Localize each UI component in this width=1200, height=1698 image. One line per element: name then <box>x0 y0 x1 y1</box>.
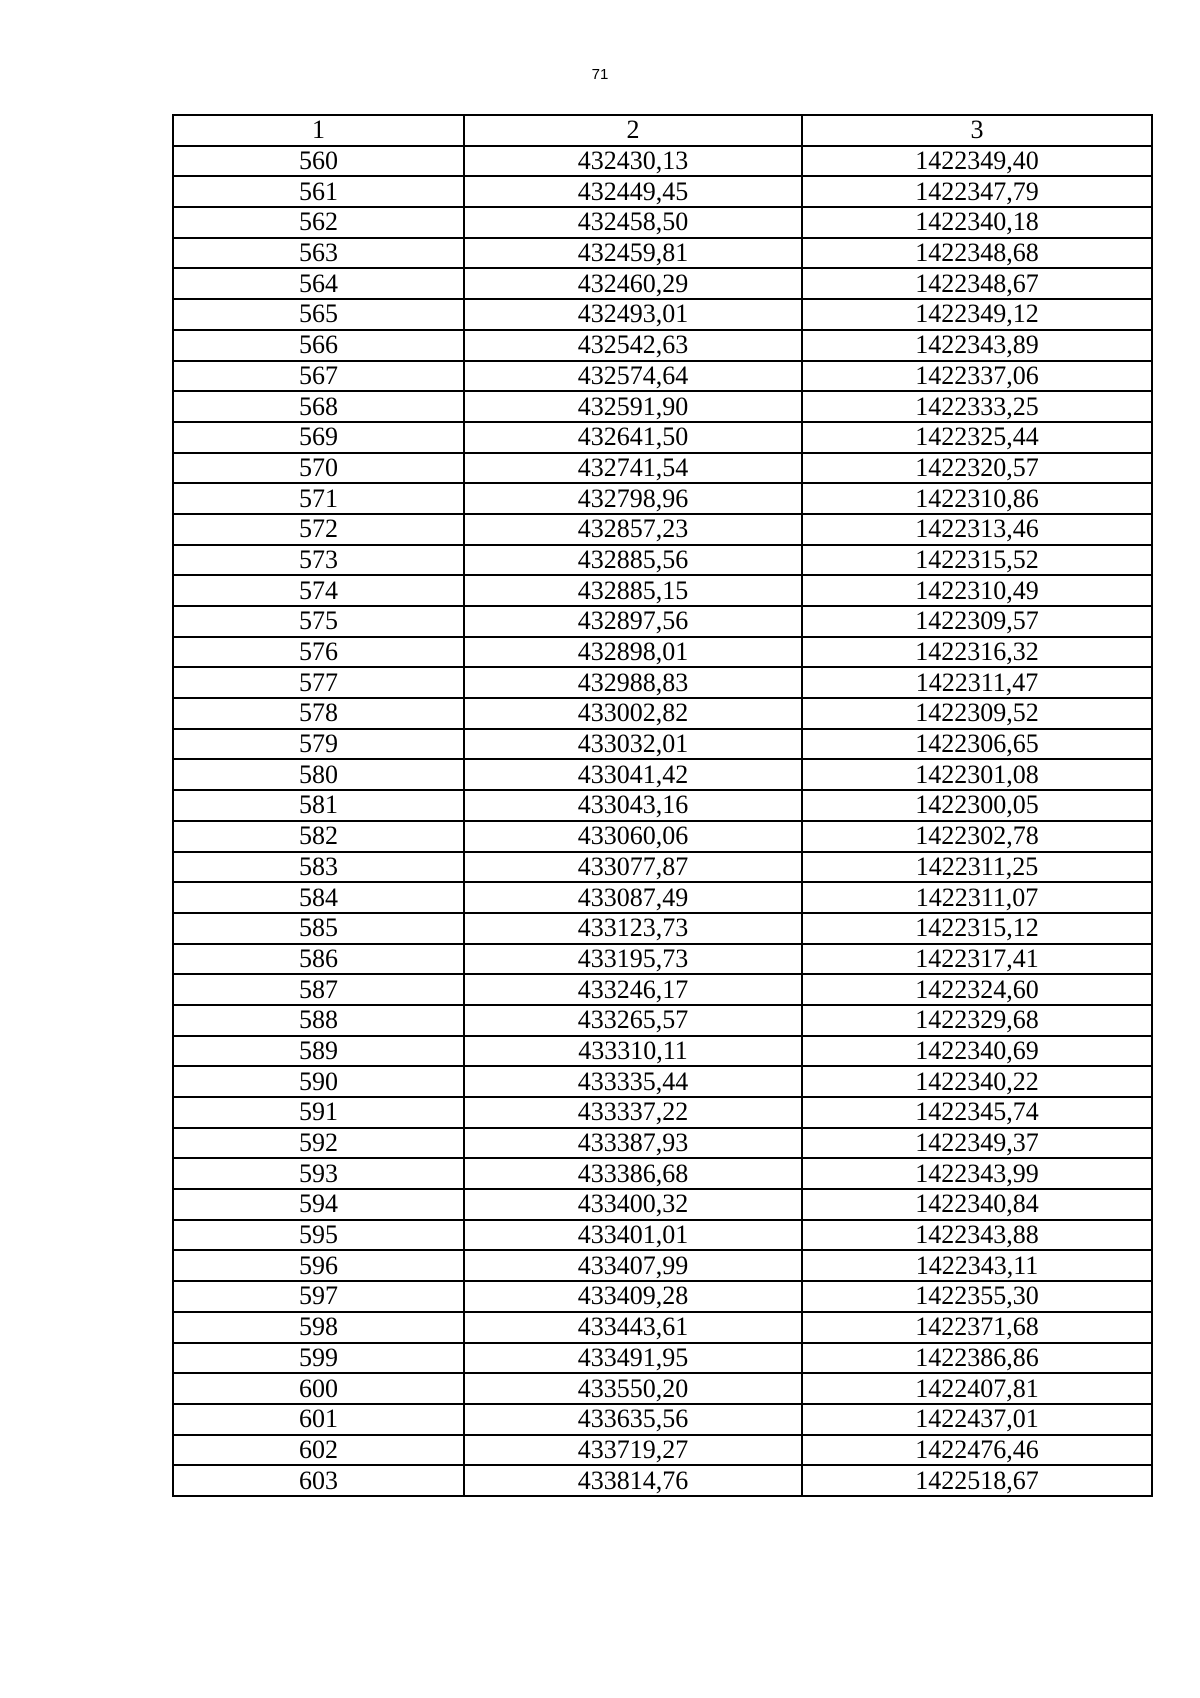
table-cell: 432542,63 <box>464 330 802 361</box>
table-cell: 433443,61 <box>464 1312 802 1343</box>
table-cell: 578 <box>173 698 464 729</box>
table-cell: 433195,73 <box>464 944 802 975</box>
table-cell: 1422476,46 <box>802 1435 1152 1466</box>
table-cell: 1422329,68 <box>802 1005 1152 1036</box>
table-cell: 1422386,86 <box>802 1343 1152 1374</box>
table-cell: 574 <box>173 575 464 606</box>
table-cell: 572 <box>173 514 464 545</box>
table-row <box>173 882 1152 913</box>
table-row <box>173 852 1152 883</box>
table-cell: 595 <box>173 1220 464 1251</box>
table-cell: 433087,49 <box>464 882 802 913</box>
table-cell: 564 <box>173 268 464 299</box>
table-cell: 433635,56 <box>464 1404 802 1435</box>
table-cell: 1422371,68 <box>802 1312 1152 1343</box>
table-cell: 432898,01 <box>464 637 802 668</box>
table-cell: 579 <box>173 729 464 760</box>
table-row <box>173 698 1152 729</box>
table-cell: 599 <box>173 1343 464 1374</box>
table-row <box>173 268 1152 299</box>
table-cell: 596 <box>173 1250 464 1281</box>
table-row <box>173 637 1152 668</box>
table-cell: 581 <box>173 790 464 821</box>
table-cell: 591 <box>173 1097 464 1128</box>
table-cell: 433246,17 <box>464 974 802 1005</box>
table-cell: 576 <box>173 637 464 668</box>
table-cell: 568 <box>173 391 464 422</box>
table-cell: 1422349,40 <box>802 146 1152 177</box>
table-cell: 1422348,68 <box>802 238 1152 269</box>
table-cell: 432574,64 <box>464 361 802 392</box>
table-cell: 565 <box>173 299 464 330</box>
table-cell: 433310,11 <box>464 1036 802 1067</box>
table-row <box>173 821 1152 852</box>
table-cell: 1422320,57 <box>802 453 1152 484</box>
table-cell: 562 <box>173 207 464 238</box>
table-cell: 433719,27 <box>464 1435 802 1466</box>
table-cell: 1422343,88 <box>802 1220 1152 1251</box>
table-cell: 575 <box>173 606 464 637</box>
table-cell: 432430,13 <box>464 146 802 177</box>
table-cell: 432897,56 <box>464 606 802 637</box>
table-cell: 1422310,49 <box>802 575 1152 606</box>
table-cell: 432449,45 <box>464 176 802 207</box>
table-body <box>173 146 1152 1496</box>
table-cell: 1422343,11 <box>802 1250 1152 1281</box>
table-cell: 432458,50 <box>464 207 802 238</box>
table-row <box>173 483 1152 514</box>
table-cell: 585 <box>173 913 464 944</box>
table-cell: 1422309,52 <box>802 698 1152 729</box>
table-cell: 569 <box>173 422 464 453</box>
table-cell: 1422306,65 <box>802 729 1152 760</box>
table-cell: 570 <box>173 453 464 484</box>
table-cell: 1422518,67 <box>802 1465 1152 1496</box>
table-cell: 432885,15 <box>464 575 802 606</box>
table-row <box>173 207 1152 238</box>
table-cell: 1422340,69 <box>802 1036 1152 1067</box>
table-header-row <box>173 115 1152 146</box>
table-cell: 584 <box>173 882 464 913</box>
table-cell: 432460,29 <box>464 268 802 299</box>
table-cell: 432591,90 <box>464 391 802 422</box>
table-cell: 433550,20 <box>464 1373 802 1404</box>
table-cell: 1422349,37 <box>802 1128 1152 1159</box>
table-row <box>173 1036 1152 1067</box>
table-row <box>173 1158 1152 1189</box>
table-cell: 590 <box>173 1066 464 1097</box>
table-row <box>173 391 1152 422</box>
table-cell: 433386,68 <box>464 1158 802 1189</box>
table-cell: 1422347,79 <box>802 176 1152 207</box>
table-cell: 433041,42 <box>464 759 802 790</box>
table-cell: 432641,50 <box>464 422 802 453</box>
table-cell: 602 <box>173 1435 464 1466</box>
table-cell: 433060,06 <box>464 821 802 852</box>
table-row <box>173 545 1152 576</box>
table-cell: 1422340,22 <box>802 1066 1152 1097</box>
table-cell: 433077,87 <box>464 852 802 883</box>
table-cell: 1422316,32 <box>802 637 1152 668</box>
table-row <box>173 667 1152 698</box>
table-row <box>173 176 1152 207</box>
table-cell: 563 <box>173 238 464 269</box>
table-cell: 1422309,57 <box>802 606 1152 637</box>
table-cell: 583 <box>173 852 464 883</box>
table-cell: 603 <box>173 1465 464 1496</box>
table-cell: 1422325,44 <box>802 422 1152 453</box>
table-row <box>173 1373 1152 1404</box>
table-cell: 432988,83 <box>464 667 802 698</box>
table-cell: 433409,28 <box>464 1281 802 1312</box>
table-cell: 600 <box>173 1373 464 1404</box>
table-cell: 1422343,99 <box>802 1158 1152 1189</box>
table-cell: 1422333,25 <box>802 391 1152 422</box>
table-cell: 433337,22 <box>464 1097 802 1128</box>
table-cell: 432798,96 <box>464 483 802 514</box>
table-cell: 589 <box>173 1036 464 1067</box>
table-cell: 1422340,18 <box>802 207 1152 238</box>
table-cell: 433401,01 <box>464 1220 802 1251</box>
table-cell: 567 <box>173 361 464 392</box>
table-row <box>173 1189 1152 1220</box>
table-row <box>173 1097 1152 1128</box>
table-row <box>173 790 1152 821</box>
table-cell: 1422311,47 <box>802 667 1152 698</box>
table-row <box>173 1343 1152 1374</box>
table-row <box>173 759 1152 790</box>
table-cell: 433123,73 <box>464 913 802 944</box>
coordinates-table <box>172 114 1153 1497</box>
table-cell: 1422311,07 <box>802 882 1152 913</box>
table-row <box>173 361 1152 392</box>
table-cell: 1422311,25 <box>802 852 1152 883</box>
table-cell: 588 <box>173 1005 464 1036</box>
column-header: 3 <box>802 115 1152 146</box>
table-cell: 1422407,81 <box>802 1373 1152 1404</box>
table-row <box>173 1281 1152 1312</box>
table-cell: 597 <box>173 1281 464 1312</box>
table-cell: 593 <box>173 1158 464 1189</box>
table-row <box>173 238 1152 269</box>
table-row <box>173 974 1152 1005</box>
table-row <box>173 913 1152 944</box>
table-row <box>173 1435 1152 1466</box>
table-cell: 598 <box>173 1312 464 1343</box>
table-row <box>173 514 1152 545</box>
column-header: 2 <box>464 115 802 146</box>
table-cell: 573 <box>173 545 464 576</box>
table-cell: 433002,82 <box>464 698 802 729</box>
table-cell: 1422349,12 <box>802 299 1152 330</box>
table-cell: 586 <box>173 944 464 975</box>
table-cell: 1422315,12 <box>802 913 1152 944</box>
table-cell: 433043,16 <box>464 790 802 821</box>
table-cell: 560 <box>173 146 464 177</box>
table-cell: 1422343,89 <box>802 330 1152 361</box>
table-cell: 1422300,05 <box>802 790 1152 821</box>
table-cell: 1422348,67 <box>802 268 1152 299</box>
table-row <box>173 1404 1152 1435</box>
table-cell: 1422355,30 <box>802 1281 1152 1312</box>
table-cell: 582 <box>173 821 464 852</box>
table-cell: 601 <box>173 1404 464 1435</box>
table-row <box>173 422 1152 453</box>
table-cell: 433400,32 <box>464 1189 802 1220</box>
table-cell: 1422315,52 <box>802 545 1152 576</box>
table-row <box>173 1005 1152 1036</box>
table-row <box>173 1250 1152 1281</box>
table-cell: 433814,76 <box>464 1465 802 1496</box>
table-cell: 1422313,46 <box>802 514 1152 545</box>
table-cell: 1422317,41 <box>802 944 1152 975</box>
table-cell: 432459,81 <box>464 238 802 269</box>
table-cell: 432885,56 <box>464 545 802 576</box>
table-cell: 1422302,78 <box>802 821 1152 852</box>
table-row <box>173 606 1152 637</box>
table-cell: 433491,95 <box>464 1343 802 1374</box>
table-cell: 433407,99 <box>464 1250 802 1281</box>
table-cell: 433335,44 <box>464 1066 802 1097</box>
table-row <box>173 146 1152 177</box>
table-row <box>173 453 1152 484</box>
table-cell: 1422337,06 <box>802 361 1152 392</box>
table-row <box>173 330 1152 361</box>
table-cell: 1422437,01 <box>802 1404 1152 1435</box>
table-cell: 1422301,08 <box>802 759 1152 790</box>
table-row <box>173 1465 1152 1496</box>
table-row <box>173 1128 1152 1159</box>
table-cell: 571 <box>173 483 464 514</box>
table-cell: 566 <box>173 330 464 361</box>
table-cell: 1422345,74 <box>802 1097 1152 1128</box>
table-cell: 1422310,86 <box>802 483 1152 514</box>
table-cell: 587 <box>173 974 464 1005</box>
table-row <box>173 944 1152 975</box>
table-cell: 592 <box>173 1128 464 1159</box>
table-cell: 580 <box>173 759 464 790</box>
table-cell: 432857,23 <box>464 514 802 545</box>
table-row <box>173 299 1152 330</box>
table-cell: 432493,01 <box>464 299 802 330</box>
table-cell: 433265,57 <box>464 1005 802 1036</box>
table-cell: 577 <box>173 667 464 698</box>
table-cell: 432741,54 <box>464 453 802 484</box>
table-row <box>173 1220 1152 1251</box>
table-cell: 561 <box>173 176 464 207</box>
table-cell: 1422340,84 <box>802 1189 1152 1220</box>
table-row <box>173 1066 1152 1097</box>
table-cell: 594 <box>173 1189 464 1220</box>
table-row <box>173 1312 1152 1343</box>
table-row <box>173 729 1152 760</box>
table-cell: 433387,93 <box>464 1128 802 1159</box>
page-number: 71 <box>591 66 609 83</box>
column-header: 1 <box>173 115 464 146</box>
table-cell: 1422324,60 <box>802 974 1152 1005</box>
table-row <box>173 575 1152 606</box>
table-cell: 433032,01 <box>464 729 802 760</box>
